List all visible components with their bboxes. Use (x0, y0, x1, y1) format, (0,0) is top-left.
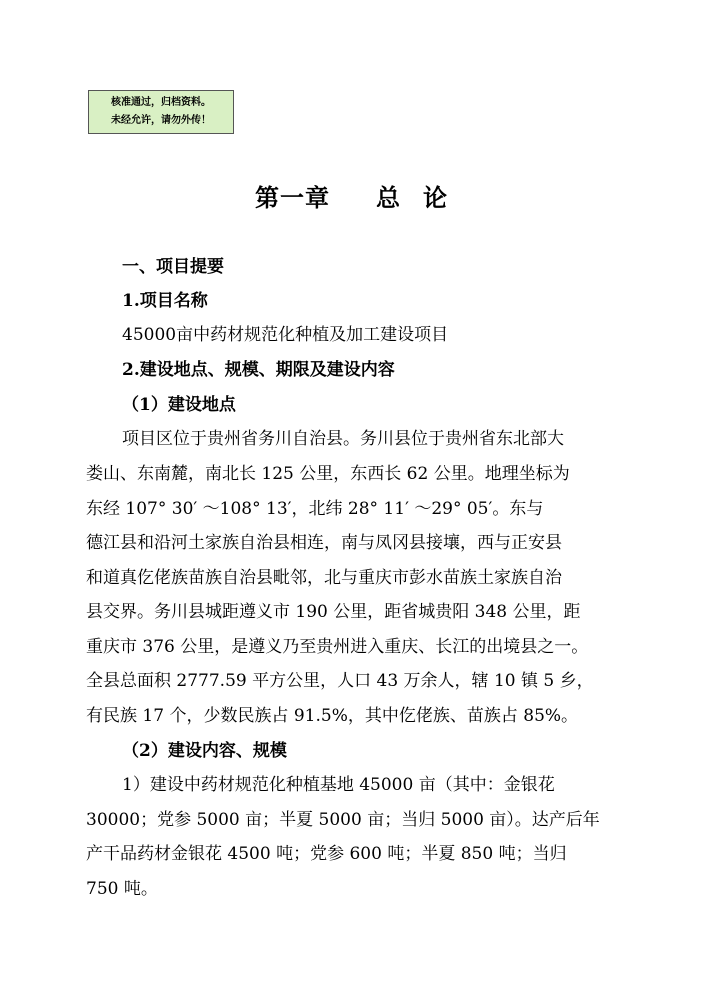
paragraph-line: 县交界。务川县城距遵义市 190 公里，距省城贵阳 348 公里，距 (86, 602, 581, 622)
paragraph-line: 全县总面积 2777.59 平方公里，人口 43 万余人，辖 10 镇 5 乡， (86, 671, 594, 691)
subsection-heading-project-name: 1.项目名称 (122, 291, 208, 311)
paragraph-line: 750 吨。 (86, 879, 158, 899)
chapter-heading (0, 178, 703, 213)
notice-line-2: 未经允许，请勿外传！ (111, 115, 211, 126)
sub-heading-location: （1）建设地点 (122, 395, 236, 415)
paragraph-line: 和道真仡佬族苗族自治县毗邻，北与重庆市彭水苗族土家族自治 (86, 568, 562, 588)
paragraph-line: 项目区位于贵州省务川自治县。务川县位于贵州省东北部大 (122, 429, 564, 449)
notice-line-1: 核准通过，归档资料。 (111, 97, 211, 108)
paragraph-line: 1）建设中药材规范化种植基地 45000 亩（其中：金银花 (122, 775, 555, 795)
sub-heading-content-scale: （2）建设内容、规模 (122, 741, 287, 761)
paragraph-line: 产干品药材金银花 4500 吨；党参 600 吨；半夏 850 吨；当归 (86, 844, 567, 864)
confidential-notice (88, 90, 234, 134)
section-heading-1: 一、项目提要 (122, 257, 224, 277)
subsection-heading-site-scale: 2.建设地点、规模、期限及建设内容 (122, 360, 395, 380)
chapter-number: 第一章 (255, 183, 330, 212)
paragraph-line: 德江县和沿河土家族自治县相连，南与凤冈县接壤，西与正安县 (86, 533, 562, 553)
paragraph-line: 30000；党参 5000 亩；半夏 5000 亩；当归 5000 亩）。达产后年 (86, 810, 600, 830)
paragraph-line: 东经 107° 30′ ～108° 13′，北纬 28° 11′ ～29° 05′。东与 (86, 499, 544, 519)
paragraph-line: 娄山、东南麓，南北长 125 公里，东西长 62 公里。地理坐标为 (86, 464, 570, 484)
project-name-text: 45000亩中药材规范化种植及加工建设项目 (122, 325, 449, 345)
paragraph-line: 有民族 17 个，少数民族占 91.5%，其中仡佬族、苗族占 85%。 (86, 706, 579, 726)
paragraph-line: 重庆市 376 公里，是遵义乃至贵州进入重庆、长江的出境县之一。 (86, 637, 589, 657)
chapter-title-part-1: 总 (376, 183, 401, 212)
chapter-title-part-2: 论 (423, 183, 448, 212)
